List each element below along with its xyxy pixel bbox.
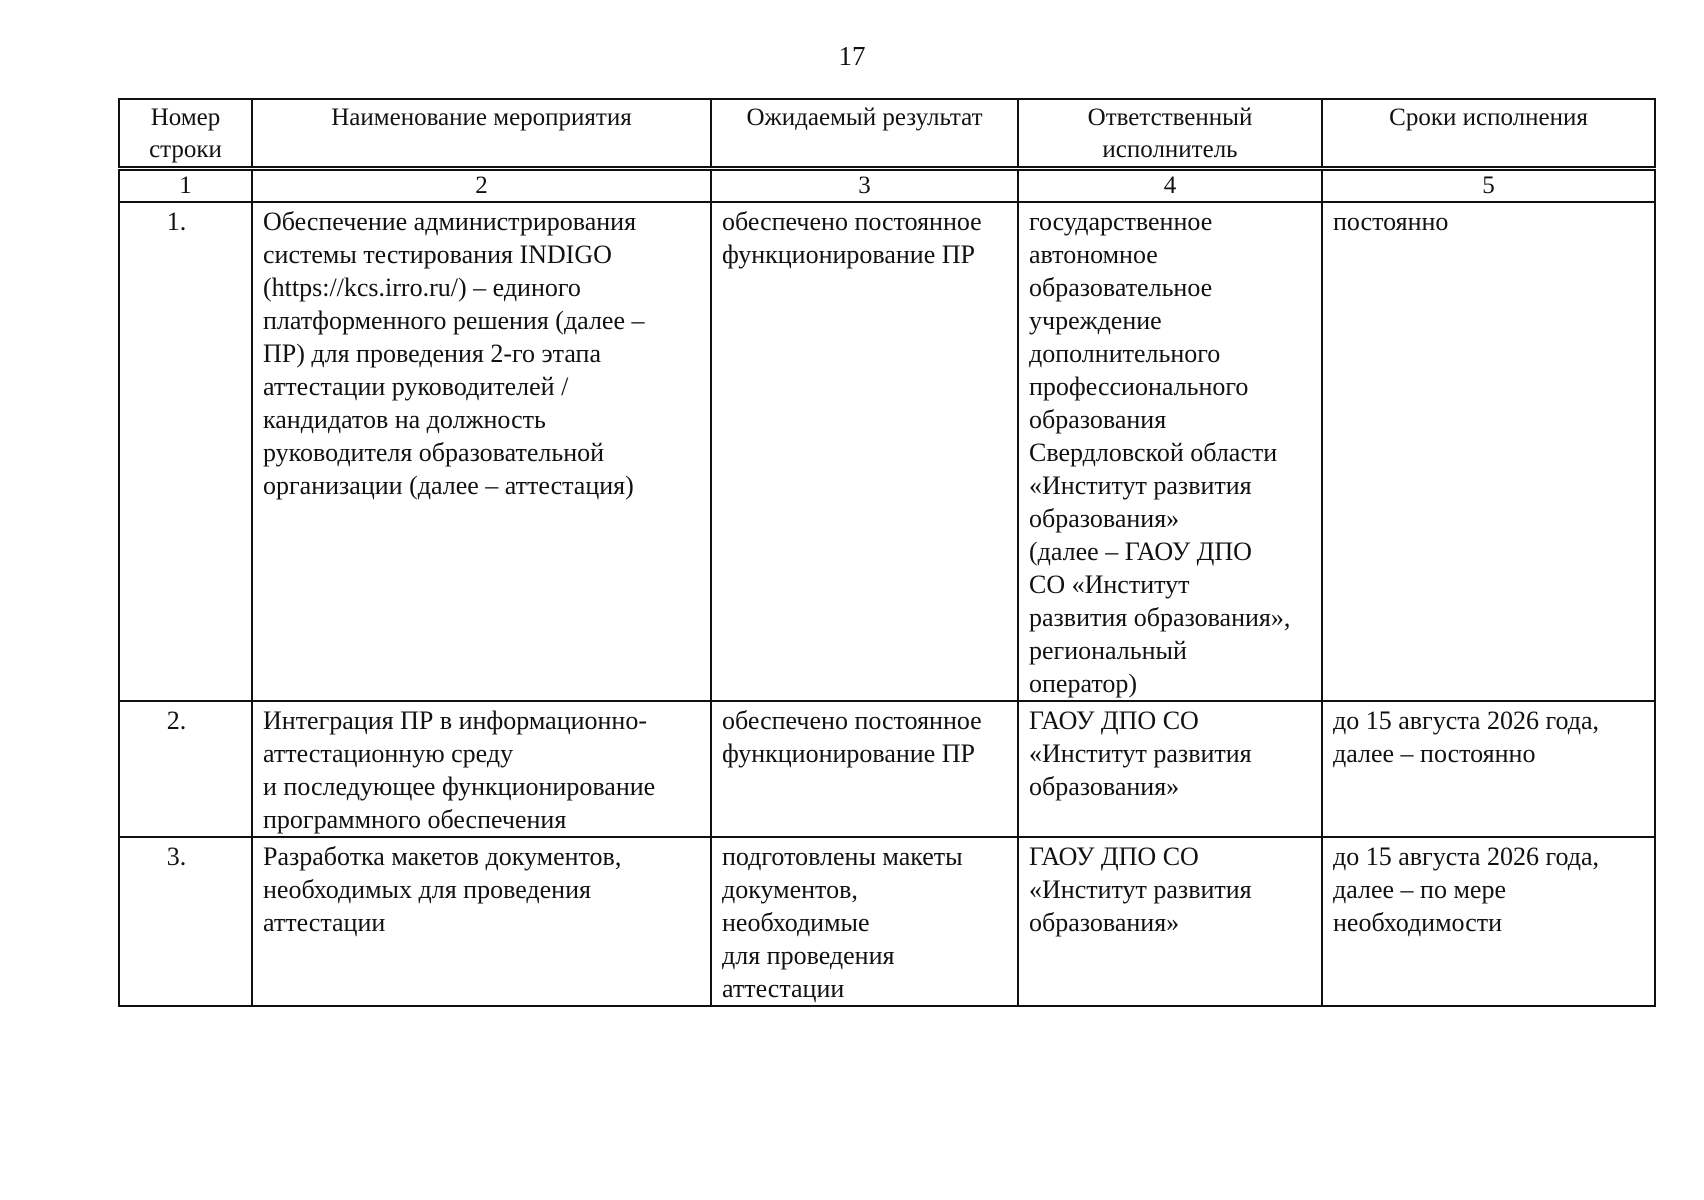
cell-line: ГАОУ ДПО СО — [1029, 706, 1199, 735]
cell-line: обеспечено постоянное — [722, 207, 982, 236]
responsible-cell — [1018, 701, 1322, 837]
row-number: 2. — [119, 701, 252, 837]
row-number: 1. — [119, 202, 252, 701]
cell-line: далее – постоянно — [1333, 739, 1536, 768]
cell-line: функционирование ПР — [722, 739, 975, 768]
cell-line: Свердловской области — [1029, 438, 1278, 467]
cell-line: до 15 августа 2026 года, — [1333, 842, 1600, 871]
header-expected-result — [711, 99, 1018, 169]
header-responsible — [1018, 99, 1322, 169]
deadline-cell — [1322, 701, 1655, 837]
responsible-cell — [1018, 202, 1322, 701]
expected-result-cell — [711, 202, 1018, 701]
table-row — [119, 701, 1655, 837]
column-number: 4 — [1018, 169, 1322, 203]
cell-line: и последующее функционирование — [263, 772, 656, 801]
column-number-row — [119, 169, 1655, 203]
column-number: 3 — [711, 169, 1018, 203]
cell-line: программного обеспечения — [263, 805, 567, 834]
cell-line: государственное — [1029, 207, 1213, 236]
header-text: Ответственный — [1087, 104, 1253, 131]
cell-line: Интеграция ПР в информационно- — [263, 706, 648, 735]
cell-line: ГАОУ ДПО СО — [1029, 842, 1199, 871]
header-text: строки — [149, 136, 222, 163]
event-name-cell — [252, 837, 711, 1006]
cell-line: развития образования», — [1029, 603, 1291, 632]
header-text: Ожидаемый результат — [746, 104, 983, 131]
cell-line: аттестации — [722, 974, 845, 1003]
cell-line: системы тестирования INDIGO — [263, 240, 612, 269]
cell-line: профессионального — [1029, 372, 1249, 401]
cell-line: региональный — [1029, 636, 1187, 665]
cell-line: функционирование ПР — [722, 240, 975, 269]
row-number: 3. — [119, 837, 252, 1006]
deadline-cell — [1322, 202, 1655, 701]
cell-line: дополнительного — [1029, 339, 1221, 368]
table-row — [119, 202, 1655, 701]
column-number: 2 — [252, 169, 711, 203]
cell-line: «Институт развития — [1029, 471, 1252, 500]
header-text: исполнитель — [1102, 136, 1238, 163]
cell-line: (далее – ГАОУ ДПО — [1029, 537, 1252, 566]
header-text: Наименование мероприятия — [331, 104, 632, 131]
cell-line: ПР) для проведения 2-го этапа — [263, 339, 602, 368]
cell-line: (https://kcs.irro.ru/) – единого — [263, 273, 581, 302]
cell-line: необходимых для проведения — [263, 875, 591, 904]
cell-line: платформенного решения (далее – — [263, 306, 645, 335]
cell-line: обеспечено постоянное — [722, 706, 982, 735]
event-name-cell — [252, 701, 711, 837]
cell-line: кандидатов на должность — [263, 405, 546, 434]
column-number: 1 — [119, 169, 252, 203]
cell-line: образования» — [1029, 908, 1180, 937]
cell-line: «Институт развития — [1029, 875, 1252, 904]
cell-line: образования» — [1029, 772, 1180, 801]
expected-result-cell — [711, 837, 1018, 1006]
header-row-number — [119, 99, 252, 169]
table-header-row — [119, 99, 1655, 169]
cell-line: далее – по мере — [1333, 875, 1506, 904]
page-number: 17 — [838, 41, 866, 71]
cell-line: оператор) — [1029, 669, 1137, 698]
events-table — [118, 98, 1656, 1007]
cell-line: организации (далее – аттестация) — [263, 471, 634, 500]
cell-line: документов, — [722, 875, 858, 904]
cell-line: автономное — [1029, 240, 1158, 269]
responsible-cell — [1018, 837, 1322, 1006]
header-event-name — [252, 99, 711, 169]
cell-line: необходимые — [722, 908, 870, 937]
expected-result-cell — [711, 701, 1018, 837]
header-text: Сроки исполнения — [1389, 104, 1588, 131]
cell-line: подготовлены макеты — [722, 842, 963, 871]
cell-line: до 15 августа 2026 года, — [1333, 706, 1600, 735]
cell-line: образования — [1029, 405, 1167, 434]
cell-line: учреждение — [1029, 306, 1162, 335]
cell-line: необходимости — [1333, 908, 1503, 937]
cell-line: аттестации руководителей / — [263, 372, 569, 401]
cell-line: для проведения — [722, 941, 895, 970]
cell-line: аттестации — [263, 908, 386, 937]
cell-line: СО «Институт — [1029, 570, 1190, 599]
cell-line: аттестационную среду — [263, 739, 514, 768]
event-name-cell — [252, 202, 711, 701]
cell-line: Обеспечение администрирования — [263, 207, 637, 236]
cell-line: «Институт развития — [1029, 739, 1252, 768]
cell-line: образования» — [1029, 504, 1180, 533]
header-text: Номер — [150, 104, 221, 131]
column-number: 5 — [1322, 169, 1655, 203]
table-row — [119, 837, 1655, 1006]
header-deadline — [1322, 99, 1655, 169]
cell-line: постоянно — [1333, 207, 1449, 236]
cell-line: руководителя образовательной — [263, 438, 605, 467]
cell-line: образовательное — [1029, 273, 1213, 302]
cell-line: Разработка макетов документов, — [263, 842, 622, 871]
deadline-cell — [1322, 837, 1655, 1006]
